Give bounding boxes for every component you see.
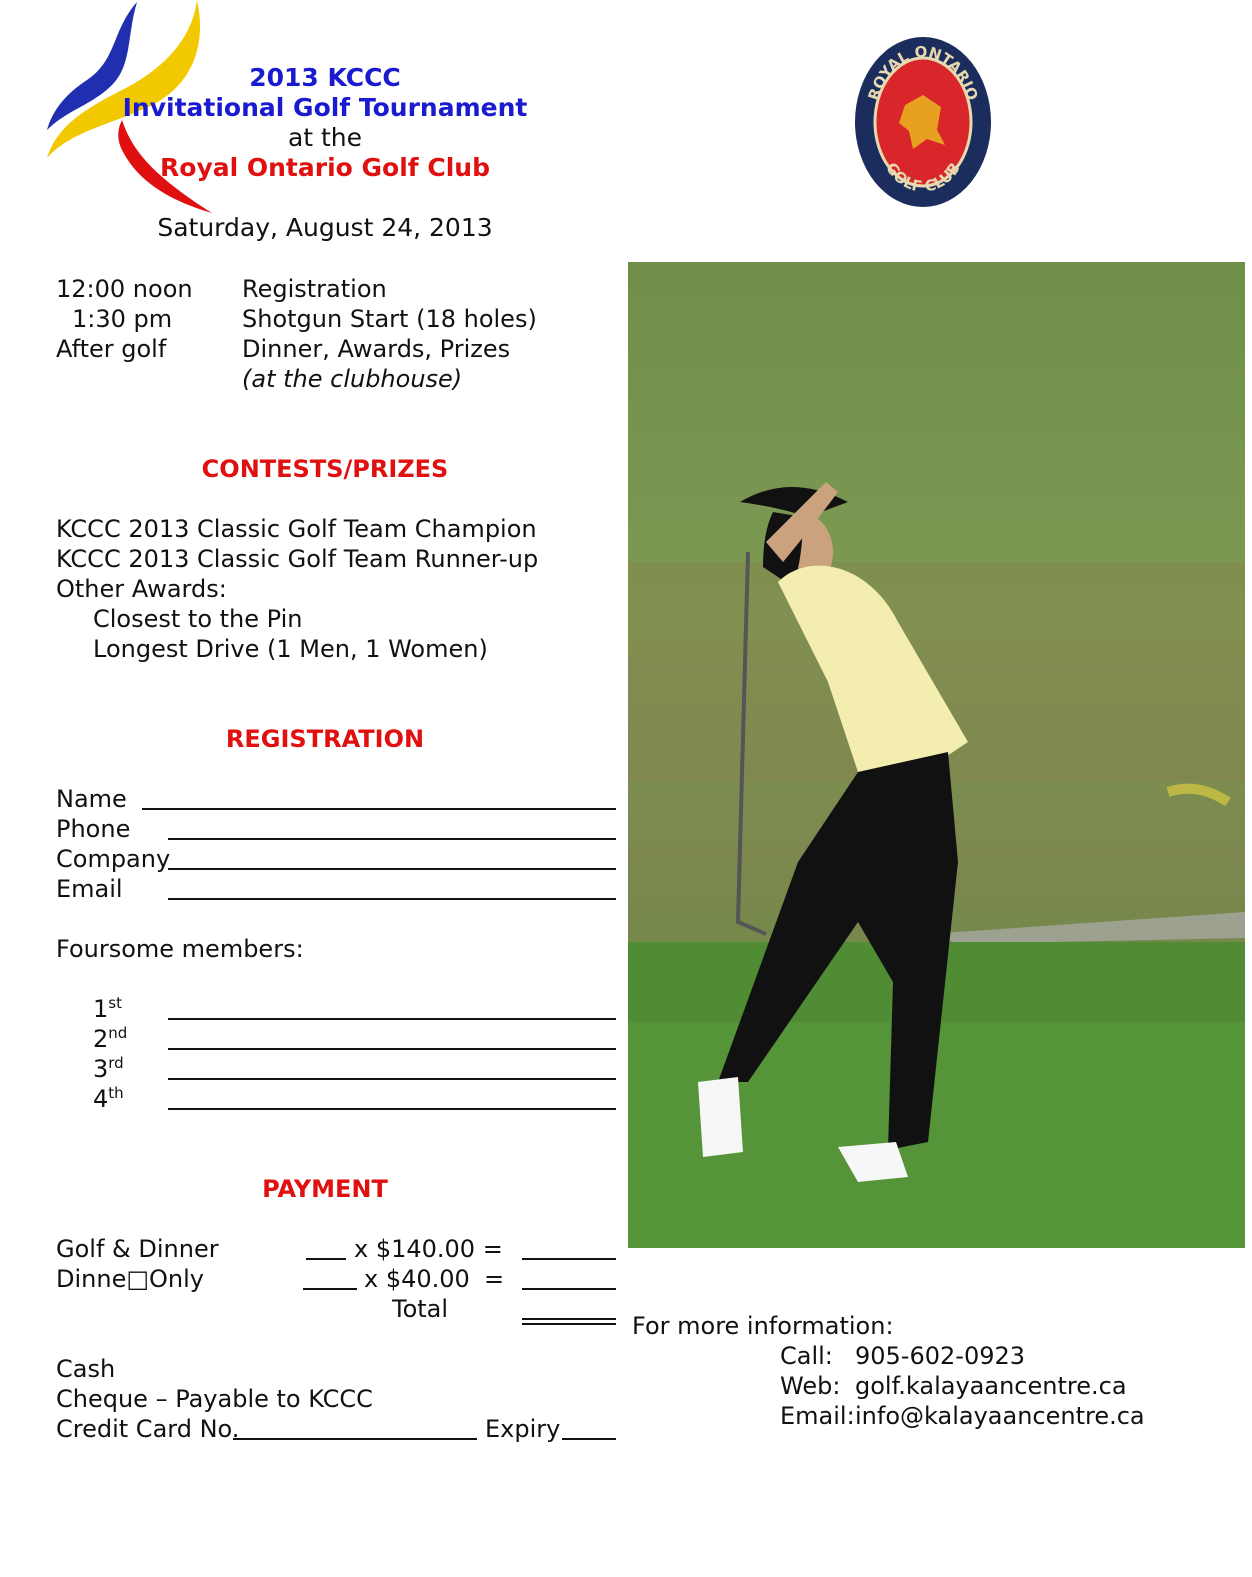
title-tournament: Invitational Golf Tournament (122, 93, 528, 122)
contact-phone[interactable]: 905-602-0923 (855, 1342, 1026, 1370)
logo-bottom-text: GOLF CLUB (882, 159, 964, 196)
contact-heading: For more information: (632, 1312, 894, 1340)
member-label-4: 4th (93, 1084, 124, 1113)
email-label: Email (56, 875, 123, 903)
golf-dinner-amount-field[interactable] (522, 1258, 616, 1260)
dinner-only-amount-field[interactable] (522, 1288, 616, 1290)
payment-method-cash: Cash (56, 1355, 116, 1383)
contest-item: Closest to the Pin (93, 605, 303, 633)
member-field-4[interactable] (168, 1108, 616, 1110)
dinner-only-label: Dinne□Only (56, 1265, 204, 1293)
title-at-the: at the (287, 123, 363, 152)
contact-web-link[interactable]: golf.kalayaancentre.ca (855, 1372, 1127, 1400)
member-field-3[interactable] (168, 1078, 616, 1080)
event-date: Saturday, August 24, 2013 (157, 213, 493, 242)
foursome-label: Foursome members: (56, 935, 304, 963)
schedule-event-3: Dinner, Awards, Prizes (242, 335, 511, 363)
phone-label: Phone (56, 815, 131, 843)
payment-heading: PAYMENT (262, 1175, 388, 1203)
member-label-3: 3rd (93, 1054, 124, 1083)
registration-heading: REGISTRATION (225, 725, 425, 753)
expiry-label: Expiry (485, 1415, 561, 1443)
contest-item: KCCC 2013 Classic Golf Team Runner-up (56, 545, 539, 573)
contact-web-label: Web: (780, 1372, 841, 1400)
contests-heading: CONTESTS/PRIZES (201, 455, 449, 483)
contact-email-label: Email: (780, 1402, 855, 1430)
schedule-event-1: Registration (242, 275, 387, 303)
name-field[interactable] (142, 808, 616, 810)
schedule-time-2: 1:30 pm (72, 305, 173, 333)
credit-card-field[interactable] (233, 1438, 477, 1440)
company-label: Company (56, 845, 171, 873)
schedule-event-4: (at the clubhouse) (242, 365, 463, 393)
email-field[interactable] (168, 898, 616, 900)
logo-top-text: ROYAL ONTARIO (864, 42, 982, 103)
contest-item: Other Awards: (56, 575, 227, 603)
golf-dinner-qty-field[interactable] (306, 1258, 346, 1260)
total-field[interactable] (522, 1318, 616, 1325)
contest-item: KCCC 2013 Classic Golf Team Champion (56, 515, 537, 543)
golfer-photo (628, 262, 1245, 1248)
golf-dinner-label: Golf & Dinner (56, 1235, 219, 1263)
member-field-2[interactable] (168, 1048, 616, 1050)
golf-dinner-price: x $140.00 = (354, 1235, 503, 1263)
dinner-only-qty-field[interactable] (303, 1288, 357, 1290)
schedule-time-3: After golf (56, 335, 167, 363)
dinner-only-price: x $40.00 (364, 1265, 470, 1293)
payment-method-cheque: Cheque – Payable to KCCC (56, 1385, 373, 1413)
member-label-1: 1st (93, 994, 122, 1023)
phone-field[interactable] (168, 838, 616, 840)
company-field[interactable] (168, 868, 616, 870)
contact-call-label: Call: (780, 1342, 833, 1370)
title-venue: Royal Ontario Golf Club (160, 153, 490, 182)
contact-email-link[interactable]: info@kalayaancentre.ca (855, 1402, 1145, 1430)
dinner-only-equals: = (484, 1265, 505, 1293)
name-label: Name (56, 785, 127, 813)
contest-item: Longest Drive (1 Men, 1 Women) (93, 635, 488, 663)
member-label-2: 2nd (93, 1024, 128, 1053)
total-label: Total (392, 1295, 449, 1323)
title-year: 2013 KCCC (249, 63, 401, 92)
royal-ontario-club-logo (853, 35, 993, 210)
expiry-field[interactable] (562, 1438, 616, 1440)
member-field-1[interactable] (168, 1018, 616, 1020)
schedule-time-1: 12:00 noon (56, 275, 193, 303)
schedule-event-2: Shotgun Start (18 holes) (242, 305, 537, 333)
credit-card-label: Credit Card No. (56, 1415, 240, 1443)
